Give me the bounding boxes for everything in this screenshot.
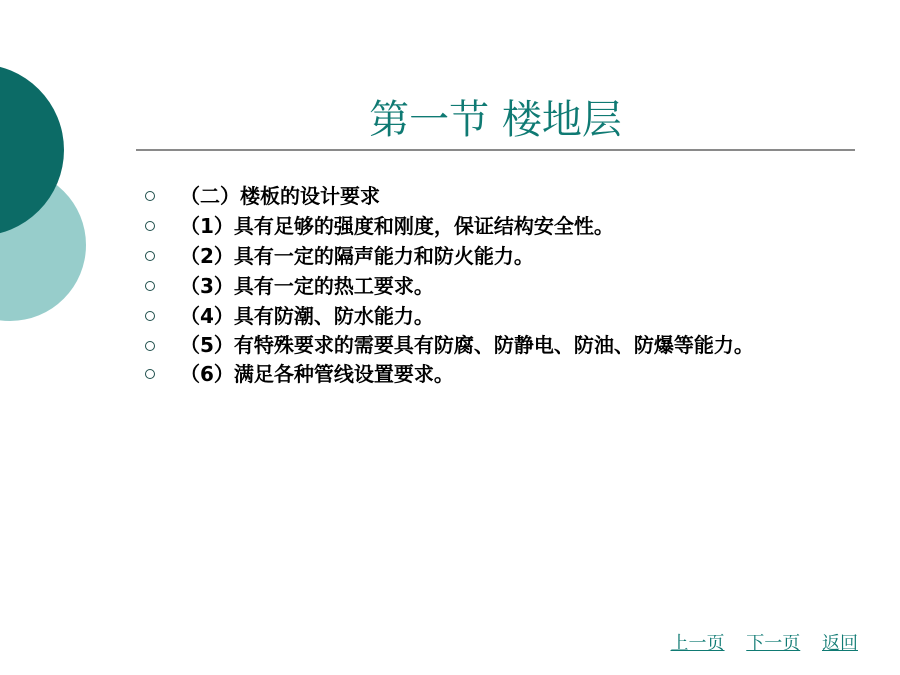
bullet-circle-icon (145, 369, 155, 379)
bullet-circle-icon (145, 251, 155, 261)
bullet-circle-icon (145, 191, 155, 201)
bullet-item (140, 304, 850, 328)
bullet-item (140, 214, 850, 238)
bullet-text: （5）有特殊要求的需要具有防腐、防静电、防油、防爆等能力。 (180, 333, 754, 357)
bullet-circle-icon (145, 281, 155, 291)
bullet-text: （2）具有一定的隔声能力和防火能力。 (180, 244, 534, 268)
bullet-item (140, 274, 850, 298)
bullet-circle-icon (145, 221, 155, 231)
title-divider (136, 149, 855, 151)
bullet-circle-icon (145, 341, 155, 351)
next-page-link[interactable]: 下一页 (746, 633, 801, 654)
bullet-text: （1）具有足够的强度和刚度，保证结构安全性。 (180, 214, 614, 238)
bullet-item (140, 244, 850, 268)
bullet-text: （3）具有一定的热工要求。 (180, 274, 434, 298)
bullet-item (140, 362, 850, 386)
slide-navigation (655, 632, 858, 656)
bullet-text: （二）楼板的设计要求 (180, 184, 380, 208)
slide-title: 第一节 楼地层 (369, 97, 622, 143)
bullet-item (140, 334, 850, 356)
decorative-circles (0, 0, 120, 380)
bullet-text: （6）满足各种管线设置要求。 (180, 362, 454, 386)
bullet-list (140, 184, 850, 392)
prev-page-link[interactable]: 上一页 (670, 633, 725, 654)
back-link[interactable]: 返回 (822, 633, 858, 654)
bullet-item (140, 184, 850, 208)
bullet-circle-icon (145, 311, 155, 321)
bullet-text: （4）具有防潮、防水能力。 (180, 304, 434, 328)
